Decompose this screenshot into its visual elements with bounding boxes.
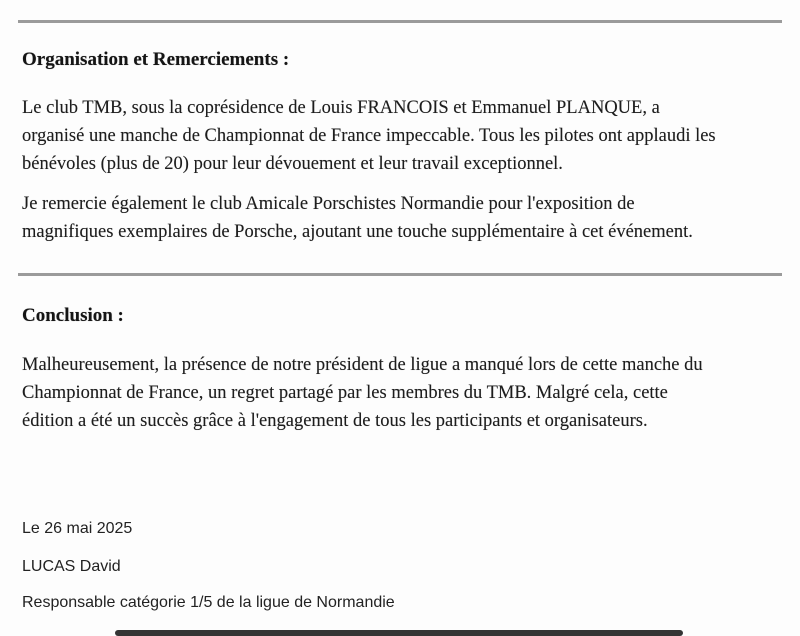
middle-divider-rule bbox=[18, 273, 782, 276]
section-heading-conclusion: Conclusion : bbox=[22, 305, 124, 326]
section-heading-organisation: Organisation et Remerciements : bbox=[22, 49, 290, 70]
paragraph-line: Le club TMB, sous la coprésidence de Louis FRANCOIS et Emmanuel PLANQUE, a bbox=[22, 98, 660, 118]
paragraph-organisation-2 bbox=[22, 190, 693, 246]
paragraph-organisation-1 bbox=[22, 94, 716, 178]
top-divider-rule bbox=[18, 20, 782, 23]
home-indicator-bar bbox=[115, 630, 683, 636]
paragraph-line: organisé une manche de Championnat de France impeccable. Tous les pilotes ont applaudi les bbox=[22, 126, 716, 146]
paragraph-line: Je remercie également le club Amicale Porschistes Normandie pour l'exposition de bbox=[22, 194, 635, 214]
paragraph-line: bénévoles (plus de 20) pour leur dévouement et leur travail exceptionnel. bbox=[22, 154, 563, 174]
paragraph-line: Championnat de France, un regret partagé par les membres du TMB. Malgré cela, cette bbox=[22, 383, 668, 403]
paragraph-line: magnifiques exemplaires de Porsche, ajoutant une touche supplémentaire à cet événement. bbox=[22, 222, 693, 242]
paragraph-line: Malheureusement, la présence de notre président de ligue a manqué lors de cette manche du bbox=[22, 355, 703, 375]
footer-author-role: Responsable catégorie 1/5 de la ligue de Normandie bbox=[22, 594, 395, 611]
footer-author-name: LUCAS David bbox=[22, 558, 121, 575]
paragraph-conclusion bbox=[22, 351, 703, 435]
footer-date: Le 26 mai 2025 bbox=[22, 520, 133, 537]
paragraph-line: édition a été un succès grâce à l'engagement de tous les participants et organisateurs. bbox=[22, 411, 648, 431]
